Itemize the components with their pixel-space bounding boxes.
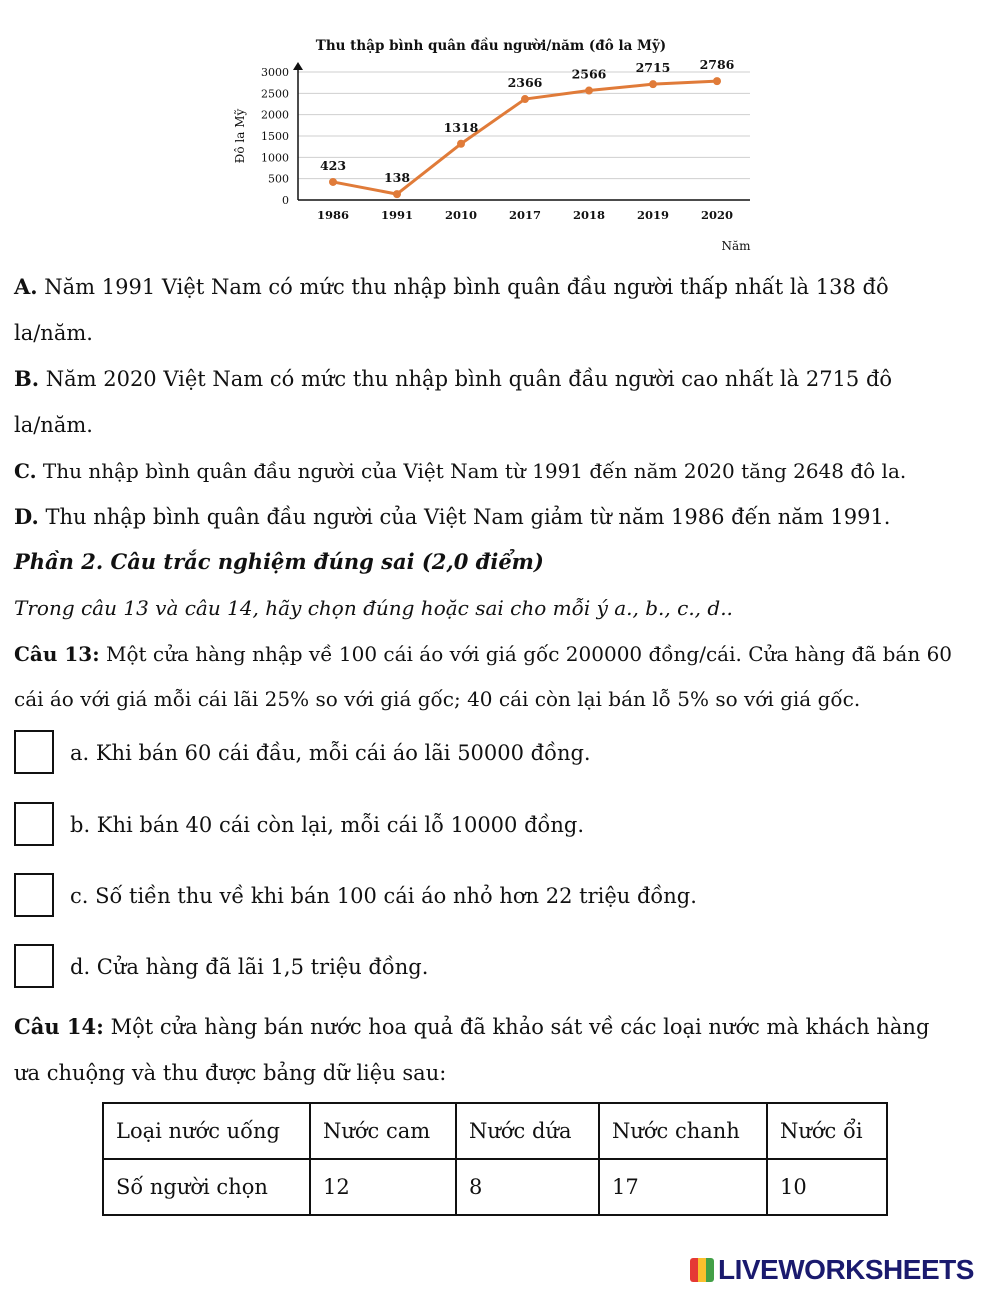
chart-svg (0, 0, 1000, 265)
option-b-text: Năm 2020 Việt Nam có mức thu nhập bình quân đầu người cao nhất là 2715 đô (39, 367, 893, 391)
option-a-text: Năm 1991 Việt Nam có mức thu nhập bình quân đầu người thấp nhất là 138 đô (37, 275, 889, 299)
data-label: 423 (319, 157, 347, 173)
q13-checkbox-b[interactable] (14, 802, 54, 846)
option-c-text: Thu nhập bình quân đầu người của Việt Nam từ 1991 đến năm 2020 tăng 2648 đô la. (36, 459, 907, 483)
data-label: 2715 (635, 60, 671, 76)
table-cell: Loại nước uống (103, 1103, 310, 1159)
q13-checkbox-a[interactable] (14, 730, 54, 774)
q14-label: Câu 14: (14, 1014, 104, 1039)
y-tick-label: 0 (282, 194, 289, 207)
part2-instruction: Trong câu 13 và câu 14, hãy chọn đúng hoặc sai cho mỗi ý a., b., c., d.. (14, 596, 733, 620)
option-b-letter: B. (14, 366, 40, 391)
q13-item-a-text: a. Khi bán 60 cái đầu, mỗi cái áo lãi 50000 đồng. (70, 741, 591, 765)
chart-title: Thu thập bình quân đầu người/năm (đô la Mỹ) (315, 38, 667, 54)
x-tick-label: 2020 (700, 208, 734, 222)
option-d-letter: D. (14, 504, 39, 529)
y-tick-label: 1500 (261, 130, 289, 143)
option-d (14, 502, 970, 532)
drink-survey-table (102, 1102, 888, 1216)
part2-heading: Phần 2. Câu trắc nghiệm đúng sai (2,0 điểm) (14, 549, 544, 574)
x-tick-label: 2019 (636, 208, 670, 222)
option-c (14, 456, 970, 486)
income-line-chart (0, 0, 1000, 265)
y-tick-label: 500 (268, 172, 289, 186)
option-d-text: Thu nhập bình quân đầu người của Việt Nam giảm từ năm 1986 đến năm 1991. (38, 505, 891, 529)
x-tick-label: 1991 (380, 208, 414, 222)
x-tick-label: 2018 (572, 208, 606, 222)
q13-text1: Một cửa hàng nhập về 100 cái áo với giá gốc 200000 đồng/cái. Cửa hàng đã bán 60 (99, 642, 953, 666)
q13-item-b-text: b. Khi bán 40 cái còn lại, mỗi cái lỗ 10000 đồng. (70, 813, 585, 837)
table-cell: 10 (767, 1159, 887, 1215)
q13-checkbox-c[interactable] (14, 873, 54, 917)
data-label: 2366 (507, 75, 543, 91)
table-cell: Nước ổi (767, 1103, 887, 1159)
option-b (14, 364, 970, 394)
data-label: 2786 (699, 57, 735, 73)
y-axis-arrow-icon (293, 62, 303, 70)
table-cell: Nước cam (310, 1103, 456, 1159)
data-point (393, 190, 401, 198)
logo-text: LIVEWORKSHEETS (718, 1254, 974, 1285)
y-tick-label: 3000 (261, 66, 289, 79)
data-point (329, 178, 337, 186)
y-tick-label: 1000 (261, 151, 289, 165)
q13-item-c-text: c. Số tiền thu về khi bán 100 cái áo nhỏ hơn 22 triệu đồng. (70, 884, 697, 908)
x-axis-label: Năm (721, 239, 751, 253)
data-label: 2566 (571, 66, 607, 82)
y-axis-label: Đô la Mỹ (233, 108, 247, 164)
data-label: 1318 (443, 119, 479, 135)
q13-text-line2: cái áo với giá mỗi cái lãi 25% so với giá gốc; 40 cái còn lại bán lỗ 5% so với giá gốc. (14, 687, 861, 711)
data-point (457, 140, 465, 148)
data-point (713, 77, 721, 85)
liveworksheets-logo (690, 1254, 974, 1286)
x-tick-label: 2017 (508, 208, 542, 222)
table-header-row (103, 1103, 887, 1159)
data-point (521, 95, 529, 103)
q14-text-line1 (14, 1012, 970, 1042)
data-point (585, 87, 593, 95)
option-a-continuation: la/năm. (14, 321, 93, 345)
liveworksheets-logo-icon (690, 1258, 714, 1282)
option-a (14, 272, 970, 302)
q13-label: Câu 13: (14, 642, 100, 666)
table-cell: 17 (599, 1159, 767, 1215)
table-cell: 12 (310, 1159, 456, 1215)
q14-text1: Một cửa hàng bán nước hoa quả đã khảo sát về các loại nước mà khách hàng (103, 1015, 930, 1039)
table-cell: Nước dứa (456, 1103, 599, 1159)
option-c-letter: C. (14, 459, 37, 483)
option-b-continuation: la/năm. (14, 413, 93, 437)
q13-text-line1 (14, 639, 970, 669)
table-cell: Số người chọn (103, 1159, 310, 1215)
y-tick-label: 2000 (261, 108, 289, 122)
option-a-letter: A. (14, 274, 38, 299)
q14-text-line2: ưa chuộng và thu được bảng dữ liệu sau: (14, 1061, 447, 1085)
x-tick-label: 2010 (444, 208, 478, 222)
q13-checkbox-d[interactable] (14, 944, 54, 988)
q13-item-d-text: d. Cửa hàng đã lãi 1,5 triệu đồng. (70, 955, 429, 979)
x-tick-label: 1986 (316, 208, 350, 222)
data-label: 138 (383, 170, 411, 186)
table-cell: Nước chanh (599, 1103, 767, 1159)
y-tick-label: 2500 (261, 87, 289, 101)
table-row (103, 1159, 887, 1215)
table-cell: 8 (456, 1159, 599, 1215)
data-point (649, 80, 657, 88)
